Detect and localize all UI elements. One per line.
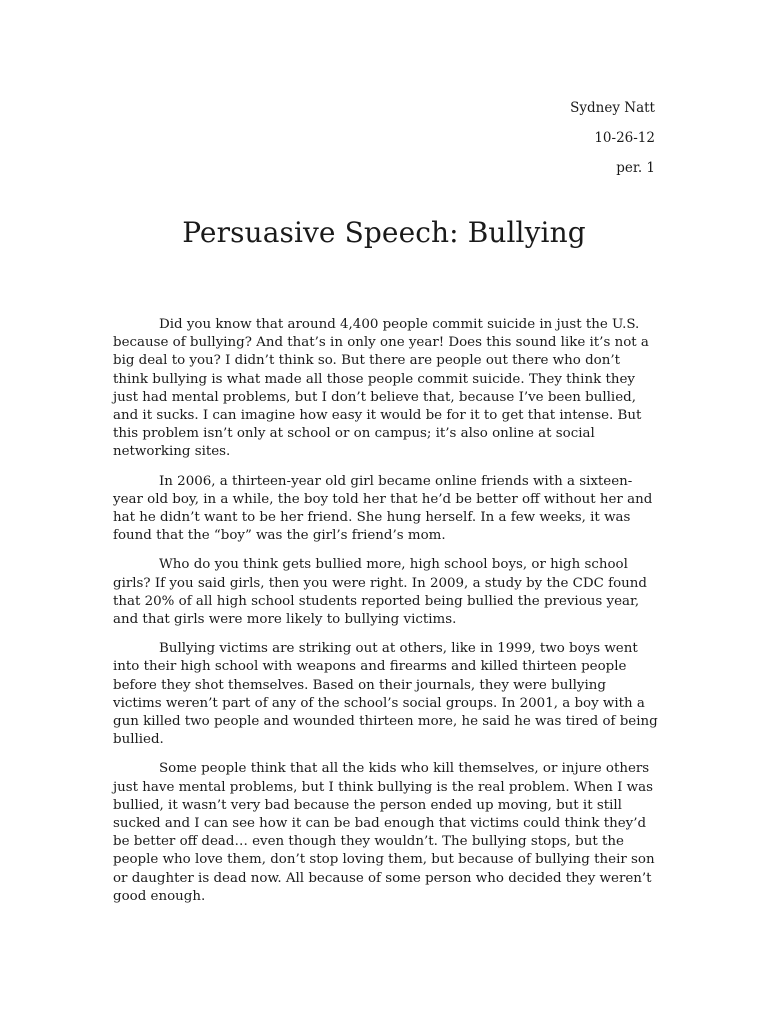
paragraph-4: Bullying victims are striking out at others, like in 1999, two boys went into their high school with weapons and firearms and killed thirteen people before they shot themselves. Based on their journals, they were bullying victims weren’t part of any of the school’s social groups. In 2001, a boy with a gun killed two people and wounded thirteen more, he said he was tired of being bullied.	[113, 641, 658, 748]
document-title: Persuasive Speech: Bullying	[182, 216, 586, 249]
document-body	[113, 316, 658, 917]
document-header	[570, 93, 655, 183]
paragraph-2: In 2006, a thirteen-year old girl became online friends with a sixteen-year old boy, in a while, the boy told her that he’d be better off without her and hat he didn’t want to be her friend. She hung herself. In a few weeks, it was found that the “boy” was the girl’s friend’s mom.	[113, 473, 653, 544]
paragraph-1: Did you know that around 4,400 people commit suicide in just the U.S. because of bullying? And that’s in only one year! Does this sound like it’s not a big deal to you? I didn’t think so. But there are people out there who don’t think bullying is what made all those people commit suicide. They think they just had mental problems, but I don’t believe that, because I’ve been bullied, and it sucks. I can imagine how easy it would be for it to get that intense. But this problem isn’t only at school or on campus; it’s also online at social networking sites.	[113, 317, 649, 460]
paragraph-3: Who do you think gets bullied more, high school boys, or high school girls? If you said girls, then you were right. In 2009, a study by the CDC found that 20% of all high school students reported being bullied the previous year, and that girls were more likely to bullying victims.	[113, 557, 647, 628]
class-period: per. 1	[616, 160, 655, 176]
document-date: 10-26-12	[594, 130, 655, 146]
author-name: Sydney Natt	[570, 100, 655, 116]
paragraph-5: Some people think that all the kids who kill themselves, or injure others just have mental problems, but I think bullying is the real problem. When I was bullied, it wasn’t very bad because the person ended up moving, but it still sucked and I can see how it can be bad enough that victims could think they’d be better off dead… even though they wouldn’t. The bullying stops, but the people who love them, don’t stop loving them, but because of bullying their son or daughter is dead now. All because of some person who decided they weren’t good enough.	[113, 761, 655, 904]
